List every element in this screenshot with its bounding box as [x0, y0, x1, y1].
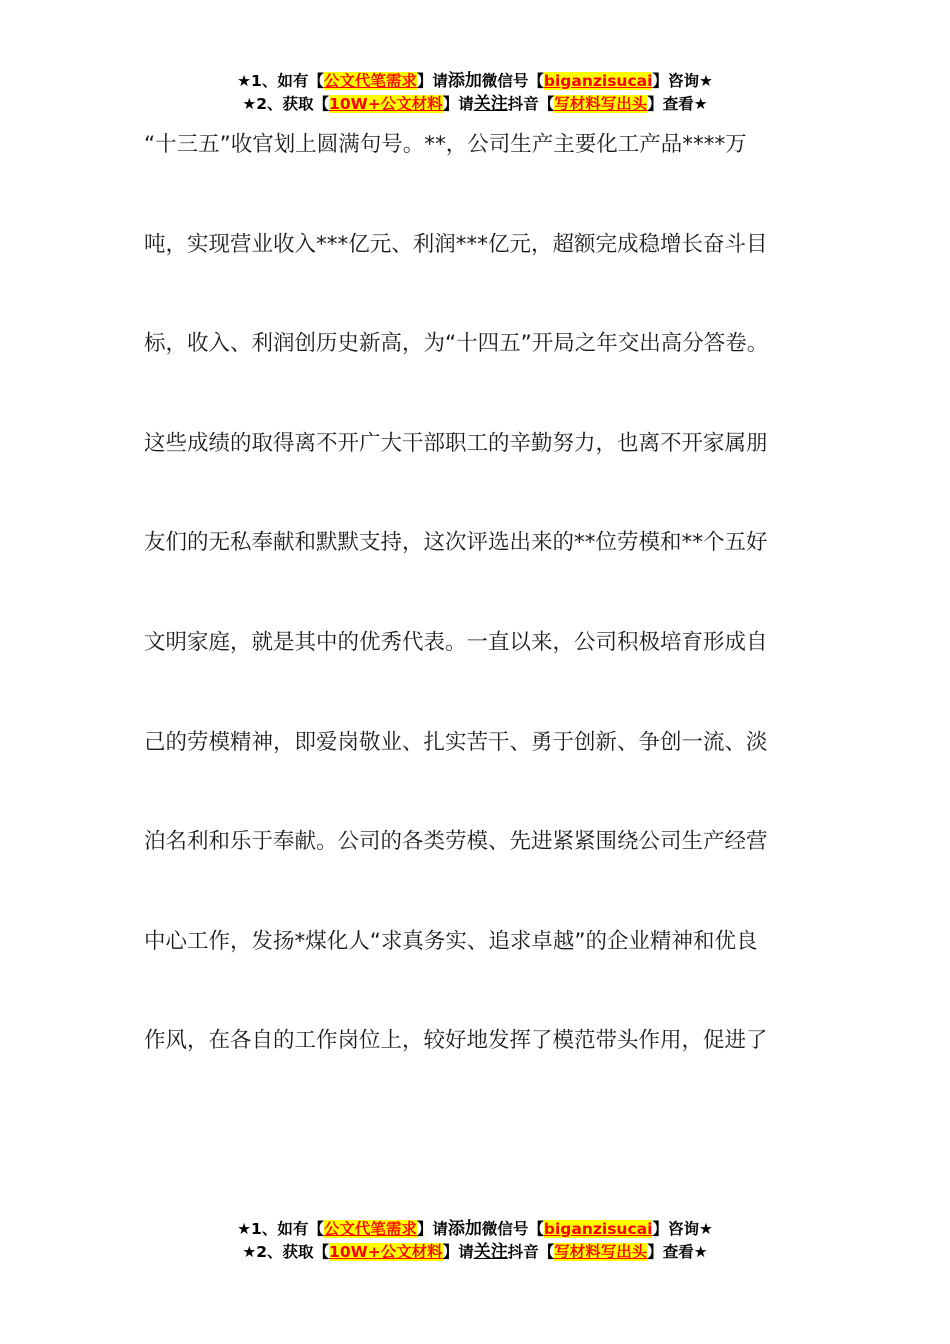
footer-banner — [0, 1218, 950, 1264]
body-line: 这些成绩的取得离不开广大干部职工的辛勤努力，也离不开家属朋 — [144, 430, 768, 456]
body-paragraph — [144, 126, 824, 1122]
banner-text: 】咨询★ — [652, 1220, 713, 1238]
highlight-service: 公文代笔需求 — [323, 1220, 417, 1238]
banner-text: 】请 — [416, 1220, 448, 1238]
banner-text: ★1、如有【 — [237, 1220, 324, 1238]
banner-line-2 — [0, 1241, 950, 1264]
banner-text: ★1、如有【 — [237, 72, 324, 90]
banner-text: ★2、获取【 — [242, 1243, 330, 1261]
body-line: 标，收入、利润创历史新高，为“十四五”开局之年交出高分答卷。 — [144, 331, 769, 357]
header-banner — [0, 70, 950, 116]
banner-text: 】请 — [416, 72, 448, 90]
body-line: 文明家庭，就是其中的优秀代表。一直以来，公司积极培育形成自 — [144, 629, 768, 655]
banner-text: 】请 — [442, 95, 474, 113]
banner-line-1 — [0, 1218, 950, 1241]
banner-text: ★2、获取【 — [242, 95, 330, 113]
banner-text: 微信号【 — [481, 72, 544, 90]
body-line: 己的劳模精神，即爱岗敬业、扎实苦干、勇于创新、争创一流、淡 — [144, 729, 768, 755]
emphasis-text: 关注 — [473, 94, 508, 114]
highlight-douyin-account: 写材料写出头 — [554, 95, 648, 113]
banner-text: 】查看★ — [647, 1243, 708, 1261]
highlight-wechat-id: biganzisucai — [543, 72, 653, 90]
emphasis-text: 添加 — [447, 1219, 482, 1239]
highlight-wechat-id: biganzisucai — [543, 1220, 653, 1238]
body-line: 泊名利和乐于奉献。公司的各类劳模、先进紧紧围绕公司生产经营 — [144, 829, 768, 855]
banner-text: 】查看★ — [647, 95, 708, 113]
highlight-douyin-account: 写材料写出头 — [554, 1243, 648, 1261]
banner-text: 抖音【 — [507, 95, 555, 113]
body-line: “十三五”收官划上圆满句号。**，公司生产主要化工产品****万 — [144, 132, 747, 157]
banner-text: 微信号【 — [481, 1220, 544, 1238]
emphasis-text: 关注 — [473, 1242, 508, 1262]
banner-text: 】咨询★ — [652, 72, 713, 90]
banner-line-1 — [0, 70, 950, 93]
body-line: 作风，在各自的工作岗位上，较好地发挥了模范带头作用，促进了 — [144, 1028, 768, 1054]
emphasis-text: 添加 — [447, 71, 482, 91]
body-line: 中心工作，发扬*煤化人“求真务实、追求卓越”的企业精神和优良 — [144, 928, 758, 954]
highlight-materials: 10W+公文材料 — [329, 1243, 443, 1261]
body-line: 友们的无私奉献和默默支持，这次评选出来的**位劳模和**个五好 — [144, 530, 768, 556]
body-line: 吨，实现营业收入***亿元、利润***亿元，超额完成稳增长奋斗目 — [144, 231, 768, 257]
highlight-materials: 10W+公文材料 — [329, 95, 443, 113]
highlight-service: 公文代笔需求 — [323, 72, 417, 90]
banner-text: 】请 — [442, 1243, 474, 1261]
banner-text: 抖音【 — [507, 1243, 555, 1261]
banner-line-2 — [0, 93, 950, 116]
